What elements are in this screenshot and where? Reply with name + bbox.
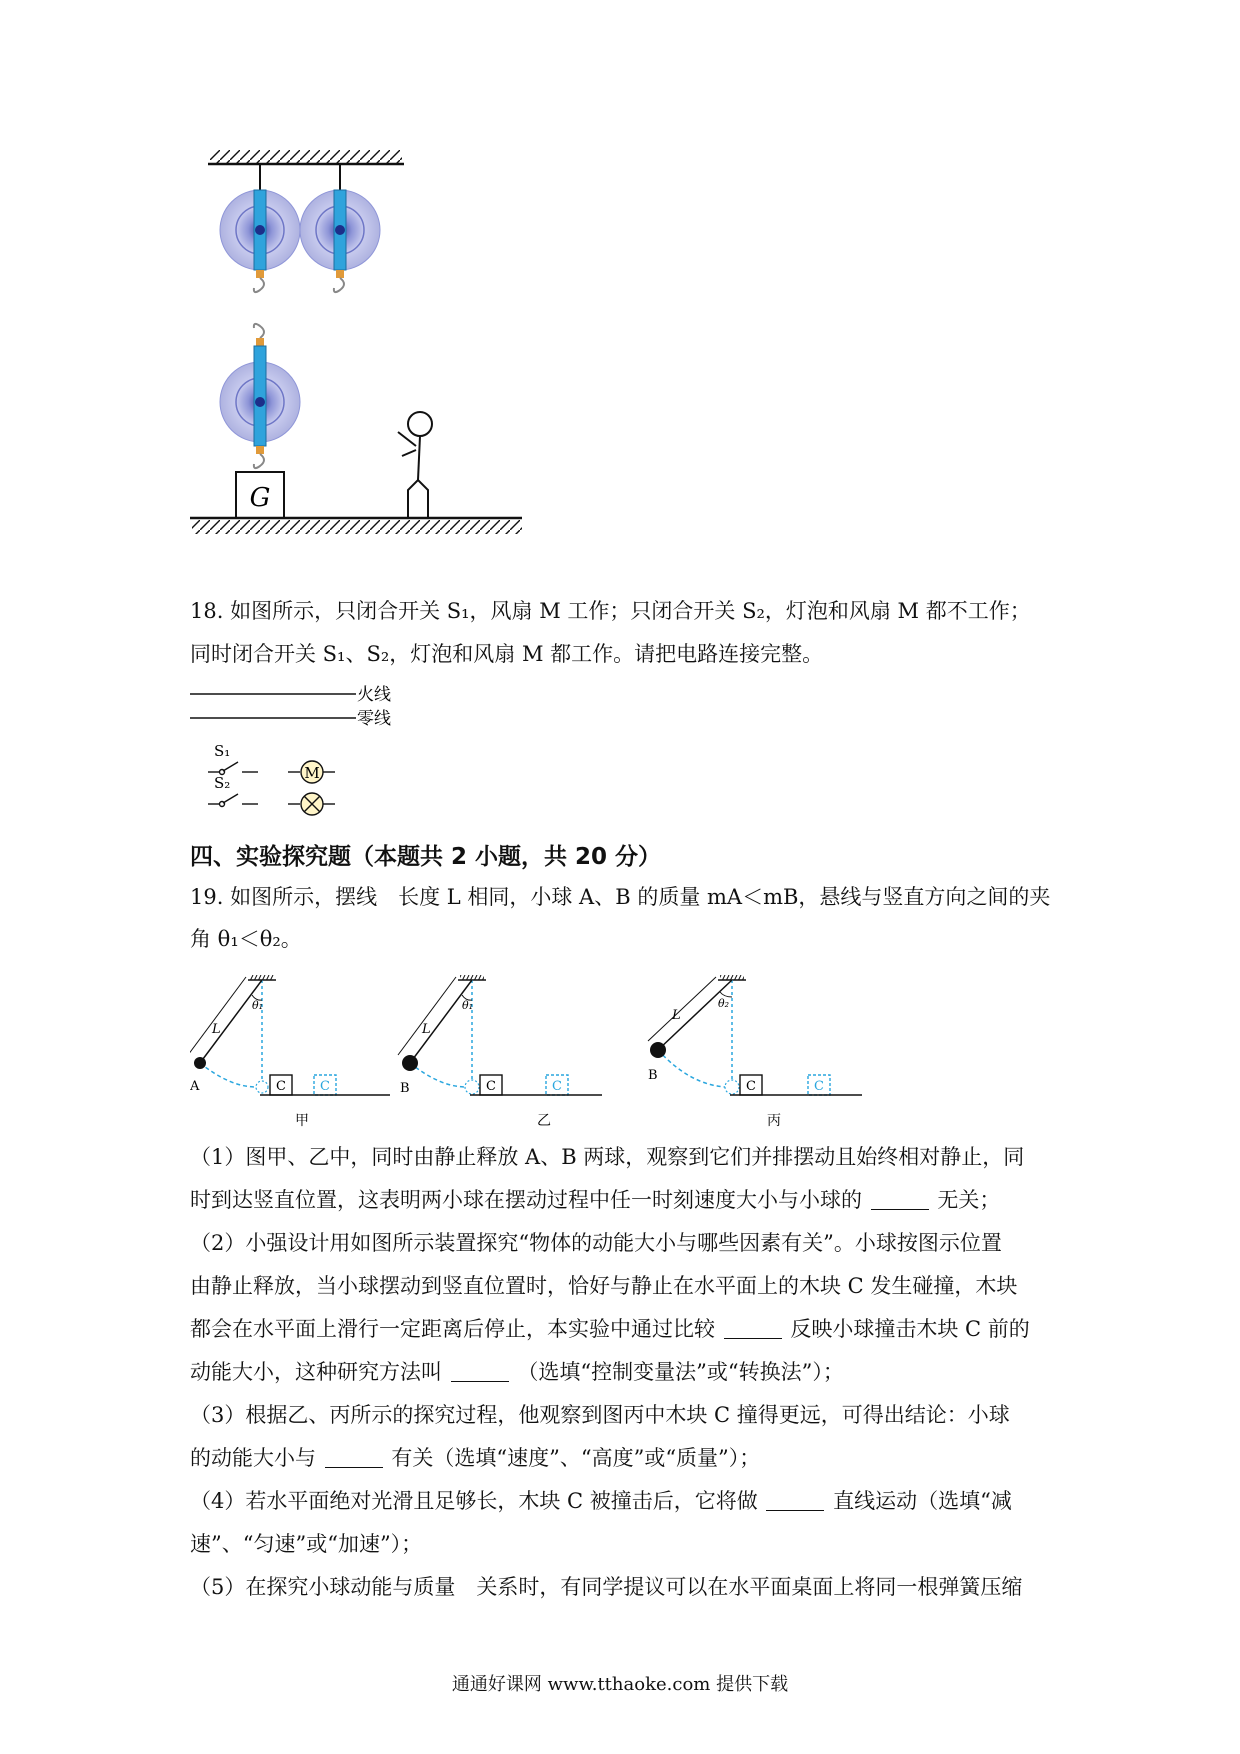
q19-p4-line2: 速”、“匀速”或“加速”）；: [190, 1532, 423, 1556]
q18-line1: 18. 如图所示，只闭合开关 S₁，风扇 M 工作；只闭合开关 S₂，灯泡和风扇 M 都不工作；: [190, 599, 1031, 623]
q19-p1-answer-blank[interactable]: [871, 1189, 929, 1210]
pendulum-figures: [190, 975, 870, 1135]
page-footer: 通通好课网 www.tthaoke.com 提供下载: [451, 1674, 789, 1695]
q19-p2-answer-blank-2[interactable]: [451, 1361, 509, 1382]
q19-p4-text-pre: （4）若水平面绝对光滑且足够长，木块 C 被撞击后，它将做: [190, 1489, 758, 1513]
fig-bing-caption: 丙: [767, 1113, 781, 1129]
fig-jia-block: C: [276, 1079, 286, 1094]
stick-person: [398, 412, 432, 518]
fig-bing-block: C: [746, 1079, 756, 1094]
ceiling-hatch: [210, 150, 402, 164]
fig-yi-caption: 乙: [537, 1113, 551, 1129]
circuit-figure: [190, 680, 410, 820]
movable-pulley: [220, 324, 300, 468]
switch2-label: S₂: [214, 774, 231, 792]
fig-yi-angle: θ₁: [462, 999, 474, 1012]
fig-bing-block-dashed: C: [814, 1079, 824, 1094]
fig-bing-length: L: [672, 1008, 681, 1023]
q19-p2-line2: 由静止释放，当小球摆动到竖直位置时，恰好与静止在水平面上的木块 C 发生碰撞，木块: [190, 1274, 1018, 1298]
q19-p3-answer-blank[interactable]: [325, 1447, 383, 1468]
section4-title: 四、实验探究题（本题共 2 小题，共 20 分）: [190, 844, 662, 870]
q19-p3-line2: [190, 1444, 760, 1472]
q19-p2-line4: [190, 1358, 844, 1386]
q19-p1-text-post: 无关；: [937, 1188, 1001, 1212]
fig-bing-angle: θ₂: [718, 997, 730, 1010]
q19-p1-line1: （1）图甲、乙中，同时由静止释放 A、B 两球，观察到它们并排摆动且始终相对静止，同: [190, 1145, 1025, 1169]
switch2-symbol: [208, 794, 258, 807]
fig-jia-ball: A: [190, 1079, 200, 1094]
q19-p2-line1: （2）小强设计用如图所示装置探究“物体的动能大小与哪些因素有关”。小球按图示位置: [190, 1231, 1002, 1255]
switch1-label: S₁: [214, 742, 231, 760]
q19-p2-text-post-2: （选填“控制变量法”或“转换法”）；: [517, 1360, 844, 1384]
q19-p3-line1: （3）根据乙、丙所示的探究过程，他观察到图丙中木块 C 撞得更远，可得出结论：小球: [190, 1403, 1010, 1427]
q19-p2-text-post: 反映小球撞击木块 C 前的: [790, 1317, 1030, 1341]
q19-p2-text-pre: 都会在水平面上滑行一定距离后停止，本实验中通过比较: [190, 1317, 715, 1341]
q19-line2: 角 θ₁＜θ₂。: [190, 927, 302, 951]
pulley-figure: [190, 150, 530, 550]
fig-jia-block-dashed: C: [320, 1079, 330, 1094]
q19-p4-line1: [190, 1487, 1012, 1515]
q19-p1-line2: [190, 1186, 1000, 1214]
q19-line1: 19. 如图所示，摆线 长度 L 相同，小球 A、B 的质量 mA＜mB，悬线与竖直方向之间的夹: [190, 885, 1051, 909]
live-wire-label: 火线: [357, 685, 391, 705]
floor-hatch: [192, 520, 522, 534]
fig-jia-length: L: [212, 1022, 221, 1037]
fig-yi-block: C: [486, 1079, 496, 1094]
switch1-symbol: [208, 762, 258, 775]
q19-p1-text-pre: 时到达竖直位置，这表明两小球在摆动过程中任一时刻速度大小与小球的: [190, 1188, 862, 1212]
lamp-symbol: [288, 793, 335, 815]
fig-jia-angle: θ₁: [252, 999, 264, 1012]
motor-label: M: [304, 764, 320, 782]
q19-p2-line3: [190, 1315, 1030, 1343]
q18-line2: 同时闭合开关 S₁、S₂，灯泡和风扇 M 都工作。请把电路连接完整。: [190, 642, 824, 666]
fixed-pulley-1: [220, 164, 300, 292]
block-g-label: G: [249, 483, 271, 513]
q19-p3-text-pre: 的动能大小与: [190, 1446, 316, 1470]
neutral-wire-label: 零线: [357, 709, 391, 729]
q19-p4-answer-blank[interactable]: [766, 1490, 824, 1511]
fig-bing-ball: B: [648, 1068, 658, 1083]
q19-p2-text-pre-2: 动能大小，这种研究方法叫: [190, 1360, 442, 1384]
fig-yi-ball: B: [400, 1081, 410, 1096]
fig-yi-length: L: [422, 1022, 431, 1037]
q19-p5-line1: （5）在探究小球动能与质量 关系时，有同学提议可以在水平面桌面上将同一根弹簧压缩: [190, 1575, 1023, 1599]
q19-p2-answer-blank-1[interactable]: [724, 1318, 782, 1339]
fixed-pulley-2: [300, 164, 380, 292]
fig-jia-caption: 甲: [295, 1113, 309, 1129]
q19-p3-text-post: 有关（选填“速度”、“高度”或“质量”）；: [391, 1446, 761, 1470]
fig-yi-block-dashed: C: [552, 1079, 562, 1094]
q19-p4-text-post: 直线运动（选填“减: [833, 1489, 1012, 1513]
figure-bing: [648, 975, 862, 1095]
